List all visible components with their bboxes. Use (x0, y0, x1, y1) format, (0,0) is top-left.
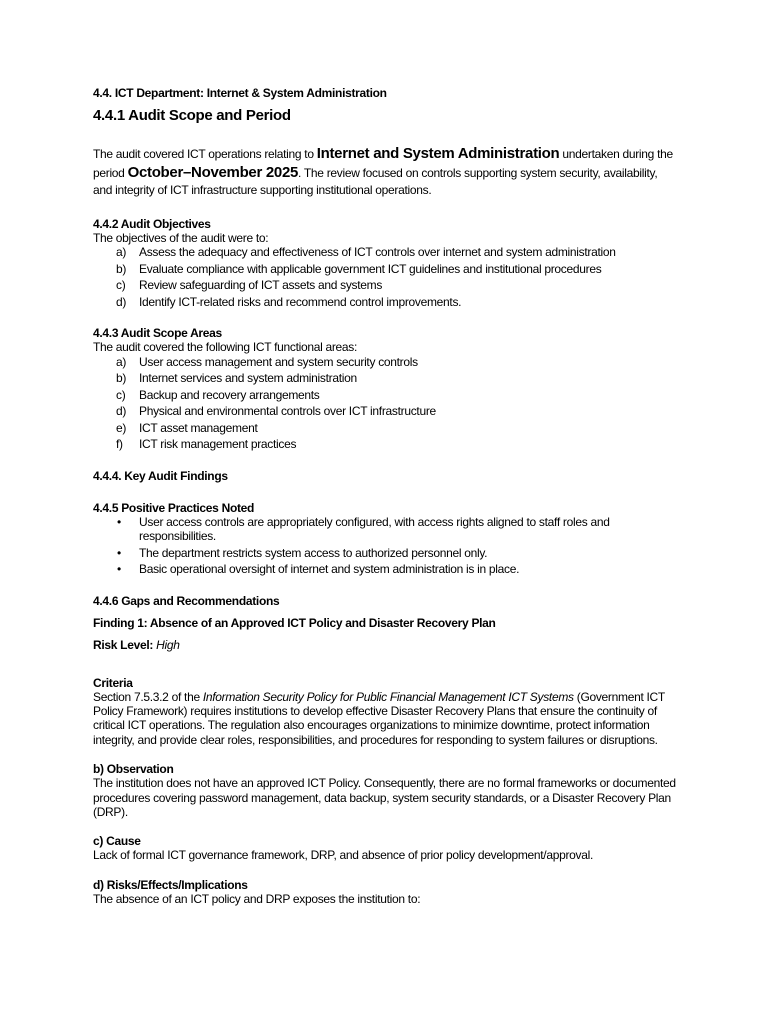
gaps-heading: 4.4.6 Gaps and Recommendations (93, 593, 280, 608)
areas-list (93, 355, 678, 452)
risk-label: Risk Level: (93, 638, 157, 653)
objectives-heading: 4.4.2 Audit Objectives (93, 216, 211, 231)
list-item-text: User access controls are appropriately configured, with access rights aligned to staff roles and responsibilities. (139, 515, 610, 544)
list-item-text: Assess the adequacy and effectiveness of ICT controls over internet and system administration (139, 245, 616, 260)
list-item-text: Basic operational oversight of internet and system administration is in place. (139, 562, 520, 577)
list-item (93, 278, 678, 292)
list-item (93, 562, 678, 576)
list-marker: b) (116, 371, 127, 386)
criteria-heading: Criteria (93, 675, 133, 690)
section-title: 4.4. ICT Department: Internet & System Administration (93, 86, 387, 100)
cause-paragraph: Lack of formal ICT governance framework, DRP, and absence of prior policy development/approval. (93, 848, 593, 863)
list-marker: d) (116, 404, 127, 419)
list-item (93, 295, 678, 309)
list-item (93, 546, 678, 560)
list-item (93, 355, 678, 369)
list-item-text: Review safeguarding of ICT assets and systems (139, 278, 383, 293)
objectives-list (93, 245, 678, 309)
risks-heading: d) Risks/Effects/Implications (93, 877, 248, 892)
findings-heading: 4.4.4. Key Audit Findings (93, 469, 228, 484)
scope-emph-1: Internet and System Administration (316, 145, 560, 163)
list-item-text: Physical and environmental controls over ICT infrastructure (139, 404, 436, 419)
list-marker: d) (116, 294, 127, 309)
list-marker: e) (116, 420, 127, 435)
observation-heading: b) Observation (93, 761, 174, 776)
scope-text-1: The audit covered ICT operations relating to (93, 147, 317, 162)
observation-paragraph: The institution does not have an approved ICT Policy. Consequently, there are no formal frameworks or documented procedures covering password management, data backup, system security standards, or a Disaster Recovery Plan (DRP). (93, 776, 676, 819)
scope-heading: 4.4.1 Audit Scope and Period (93, 107, 291, 125)
list-marker: c) (116, 278, 126, 293)
positives-list (93, 515, 678, 577)
bullet-icon: • (117, 515, 121, 530)
objectives-intro: The objectives of the audit were to: (93, 231, 269, 246)
list-item-text: Backup and recovery arrangements (139, 387, 320, 402)
bullet-icon: • (117, 562, 121, 577)
list-item-text: ICT asset management (139, 420, 258, 435)
list-item (93, 371, 678, 385)
scope-text-2: undertaken during the period (93, 147, 673, 180)
list-item-text: Identify ICT-related risks and recommend control improvements. (139, 294, 462, 309)
list-item-text: The department restricts system access to authorized personnel only. (139, 545, 488, 560)
list-item (93, 245, 678, 259)
bullet-icon: • (117, 545, 121, 560)
list-item (93, 437, 678, 451)
list-marker: f) (116, 437, 123, 452)
list-marker: c) (116, 387, 126, 402)
cause-heading: c) Cause (93, 834, 141, 849)
list-item-text: User access management and system security controls (139, 354, 418, 369)
list-marker: b) (116, 261, 127, 276)
positive-heading: 4.4.5 Positive Practices Noted (93, 500, 255, 515)
scope-paragraph (93, 145, 678, 200)
finding-1-title: Finding 1: Absence of an Approved ICT Policy and Disaster Recovery Plan (93, 615, 496, 630)
list-item (93, 262, 678, 276)
list-item-text: Internet services and system administration (139, 371, 357, 386)
list-item-text: ICT risk management practices (139, 437, 297, 452)
criteria-paragraph (93, 690, 678, 747)
list-item (93, 515, 678, 544)
list-item (93, 421, 678, 435)
document-page (93, 86, 678, 906)
risk-value: High (156, 638, 180, 653)
criteria-text-2: (Government ICT Policy Framework) requires institutions to develop effective Disaster Recovery Plans that ensure the continuity of critical ICT operations. The regulation also encourages organizations to minimize downtime, protect information integrity, and provide clear roles, responsibilities, and procedures for responding to system failures or disruptions. (93, 689, 665, 747)
risks-paragraph: The absence of an ICT policy and DRP exposes the institution to: (93, 892, 421, 907)
list-item-text: Evaluate compliance with applicable government ICT guidelines and institutional procedures (139, 261, 602, 276)
list-marker: a) (116, 354, 127, 369)
scope-text-3: . The review focused on controls supporting system security, availability, and integrity of ICT infrastructure supporting institutional operations. (93, 165, 658, 198)
areas-heading: 4.4.3 Audit Scope Areas (93, 326, 222, 341)
list-marker: a) (116, 245, 127, 260)
criteria-text-1: Section 7.5.3.2 of the (93, 689, 203, 704)
list-item (93, 388, 678, 402)
criteria-italic: Information Security Policy for Public Financial Management ICT Systems (202, 689, 574, 704)
areas-intro: The audit covered the following ICT functional areas: (93, 340, 358, 355)
list-item (93, 404, 678, 418)
scope-emph-2: October–November 2025 (127, 163, 299, 181)
risk-level (93, 638, 678, 652)
